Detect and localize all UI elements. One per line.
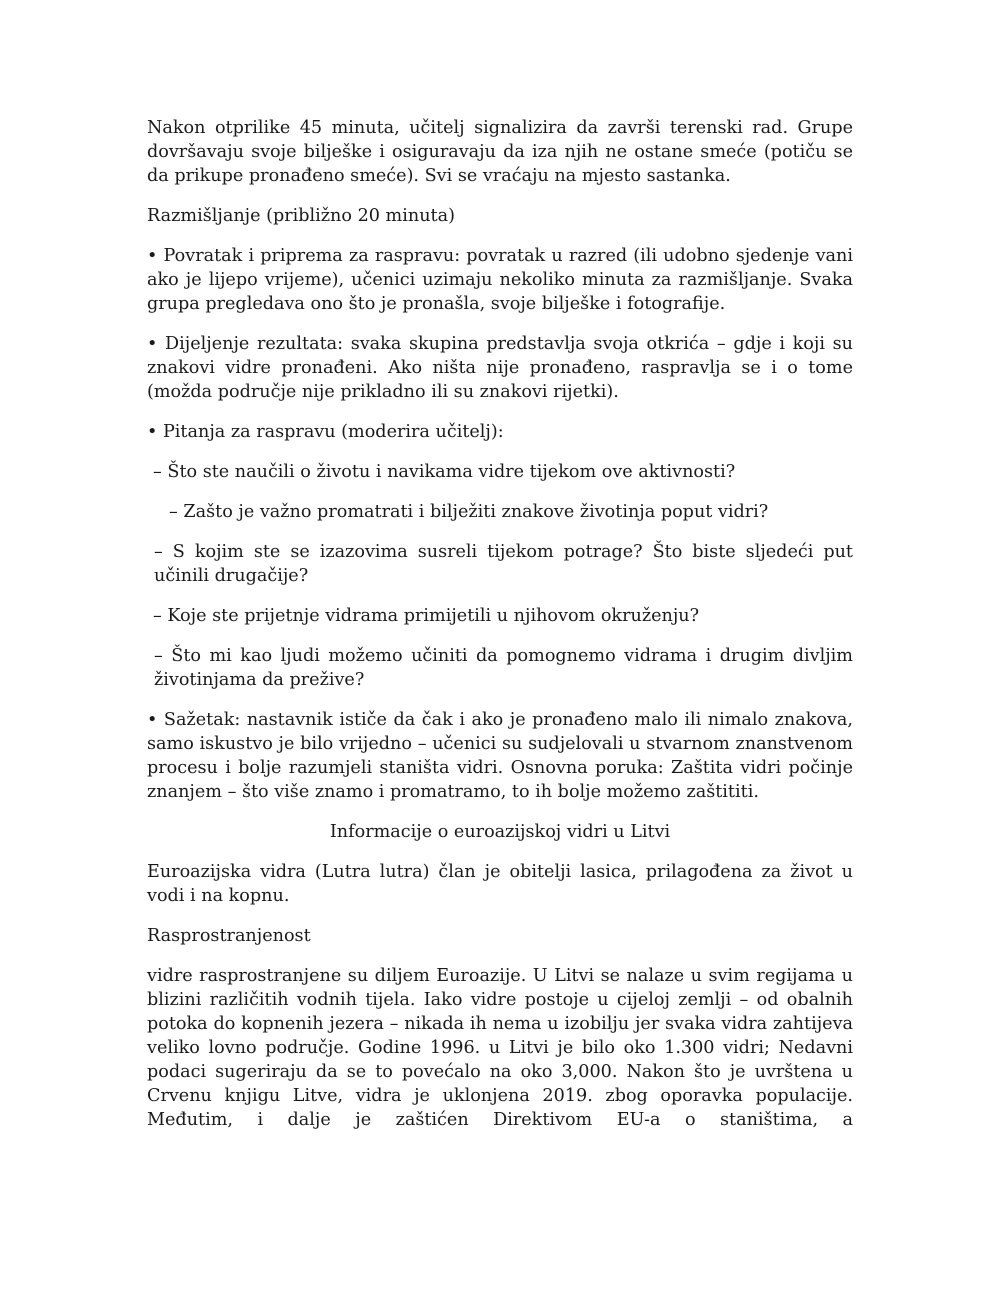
question-item-1: – Što ste naučili o životu i navikama vidre tijekom ove aktivnosti? bbox=[153, 462, 736, 482]
question-item-4: – Koje ste prijetnje vidrama primijetili u njihovom okruženju? bbox=[153, 606, 700, 626]
question-item-5: – Što mi kao ljudi možemo učiniti da pomognemo vidrama i drugim divljim životinjama da prežive? bbox=[154, 646, 853, 690]
reflection-heading: Razmišljanje (približno 20 minuta) bbox=[147, 206, 455, 226]
bullet-return: • Povratak i priprema za raspravu: povratak u razred (ili udobno sjedenje vani ako je lijepo vrijeme), učenici uzimaju nekoliko minuta za razmišljanje. Svaka grupa pregledava ono što je pronašla, svoje bilješke i fotografije. bbox=[147, 246, 853, 314]
bullet-sharing: • Dijeljenje rezultata: svaka skupina predstavlja svoja otkrića – gdje i koji su znakovi vidre pronađeni. Ako ništa nije pronađeno, raspravlja se i o tome (možda područje nije prikladno ili su znakovi rijetki). bbox=[147, 334, 853, 402]
distribution-paragraph: vidre rasprostranjene su diljem Euroazije. U Litvi se nalaze u svim regijama u blizini različitih vodnih tijela. Iako vidre postoje u cijeloj zemlji – od obalnih potoka do kopnenih jezera – nikada ih nema u izobilju jer svaka vidra zahtijeva veliko lovno područje. Godine 1996. u Litvi je bilo oko 1.300 vidri; Nedavni podaci sugeriraju da se to povećalo na oko 3,000. Nakon što je uvrštena u Crvenu knjigu Litve, vidra je uklonjena 2019. zbog oporavka populacije. Međutim, i dalje je zaštićen Direktivom EU-a o staništima, a bbox=[147, 966, 853, 1130]
question-item-3: – S kojim ste se izazovima susreli tijekom potrage? Što biste sljedeći put učinili drugačije? bbox=[154, 542, 853, 586]
question-item-2: – Zašto je važno promatrati i bilježiti znakove životinja poput vidri? bbox=[169, 502, 769, 522]
intro-paragraph: Nakon otprilike 45 minuta, učitelj signalizira da završi terenski rad. Grupe dovršavaju svoje bilješke i osiguravaju da iza njih ne ostane smeće (potiču se da prikupe pronađeno smeće). Svi se vraćaju na mjesto sastanka. bbox=[147, 118, 853, 186]
bullet-questions: • Pitanja za raspravu (moderira učitelj): bbox=[147, 422, 504, 442]
distribution-heading: Rasprostranjenost bbox=[147, 926, 311, 946]
bullet-summary: • Sažetak: nastavnik ističe da čak i ako je pronađeno malo ili nimalo znakova, samo iskustvo je bilo vrijedno – učenici su sudjelovali u stvarnom znanstvenom procesu i bolje razumjeli staništa vidri. Osnovna poruka: Zaštita vidri počinje znanjem – što više znamo i promatramo, to ih bolje možemo zaštititi. bbox=[147, 710, 853, 802]
document-page bbox=[147, 116, 853, 1148]
species-paragraph: Euroazijska vidra (Lutra lutra) član je obitelji lasica, prilagođena za život u vodi i na kopnu. bbox=[147, 862, 853, 906]
section-title: Informacije o euroazijskoj vidri u Litvi bbox=[329, 822, 671, 842]
